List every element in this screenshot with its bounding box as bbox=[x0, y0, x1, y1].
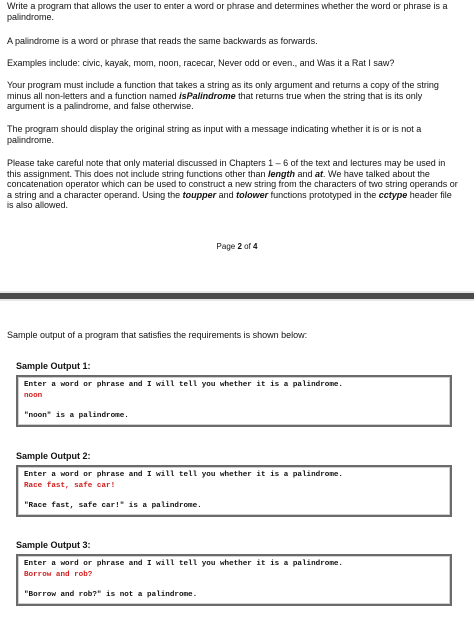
display-paragraph: The program should display the original string as input with a message indicating whether it is or is not a palindrome. bbox=[7, 124, 422, 145]
sample-3-title: Sample Output 3: bbox=[16, 540, 91, 550]
document-page bbox=[0, 0, 474, 288]
console-prompt: Enter a word or phrase and I will tell you whether it is a palindrome. bbox=[24, 560, 343, 568]
restrictions-paragraph: Please take careful note that only material discussed in Chapters 1 – 6 of the text and lectures may be used in this assignment. This does not include string functions other than length and at. We have talked about the concatenation operator which can be used to construct a new string from the characters of two string operands or a string and a character operand. Using the toupper and tolower functions prototyped in the cctype header file is also allowed. bbox=[7, 158, 458, 211]
console-input: noon bbox=[24, 391, 43, 400]
sample-1-console bbox=[16, 375, 452, 427]
sample-3-console bbox=[16, 554, 452, 606]
console-result: "Race fast, safe car!" is a palindrome. bbox=[24, 502, 202, 510]
ispalindrome-term: isPalindrome bbox=[179, 90, 236, 101]
page-number: Page 2 of 4 bbox=[216, 242, 258, 251]
page-separator bbox=[0, 293, 474, 299]
console-input: Borrow and rob? bbox=[24, 570, 93, 579]
sample-2-console bbox=[16, 465, 452, 517]
console-prompt: Enter a word or phrase and I will tell you whether it is a palindrome. bbox=[24, 471, 343, 479]
console-result: "Borrow and rob?" is not a palindrome. bbox=[24, 591, 198, 599]
console-input: Race fast, safe car! bbox=[24, 481, 116, 490]
requirements-paragraph: Your program must include a function that takes a string as its only argument and returns a copy of the string minus all non-letters and a function named isPalindrome that returns true when the string that is its only argument is a palindrome, and false otherwise. bbox=[7, 80, 439, 112]
sample-1-title: Sample Output 1: bbox=[16, 361, 91, 371]
sample-2-title: Sample Output 2: bbox=[16, 451, 91, 461]
examples-paragraph: Examples include: civic, kayak, mom, noon, racecar, Never odd or even., and Was it a Rat I saw? bbox=[7, 58, 395, 68]
sample-intro-text: Sample output of a program that satisfies the requirements is shown below: bbox=[7, 330, 308, 340]
intro-paragraph: Write a program that allows the user to enter a word or phrase and determines whether the word or phrase is a palindrome. bbox=[7, 1, 448, 22]
console-prompt: Enter a word or phrase and I will tell you whether it is a palindrome. bbox=[24, 381, 343, 389]
definition-paragraph: A palindrome is a word or phrase that reads the same backwards as forwards. bbox=[7, 36, 318, 46]
console-result: "noon" is a palindrome. bbox=[24, 412, 129, 420]
